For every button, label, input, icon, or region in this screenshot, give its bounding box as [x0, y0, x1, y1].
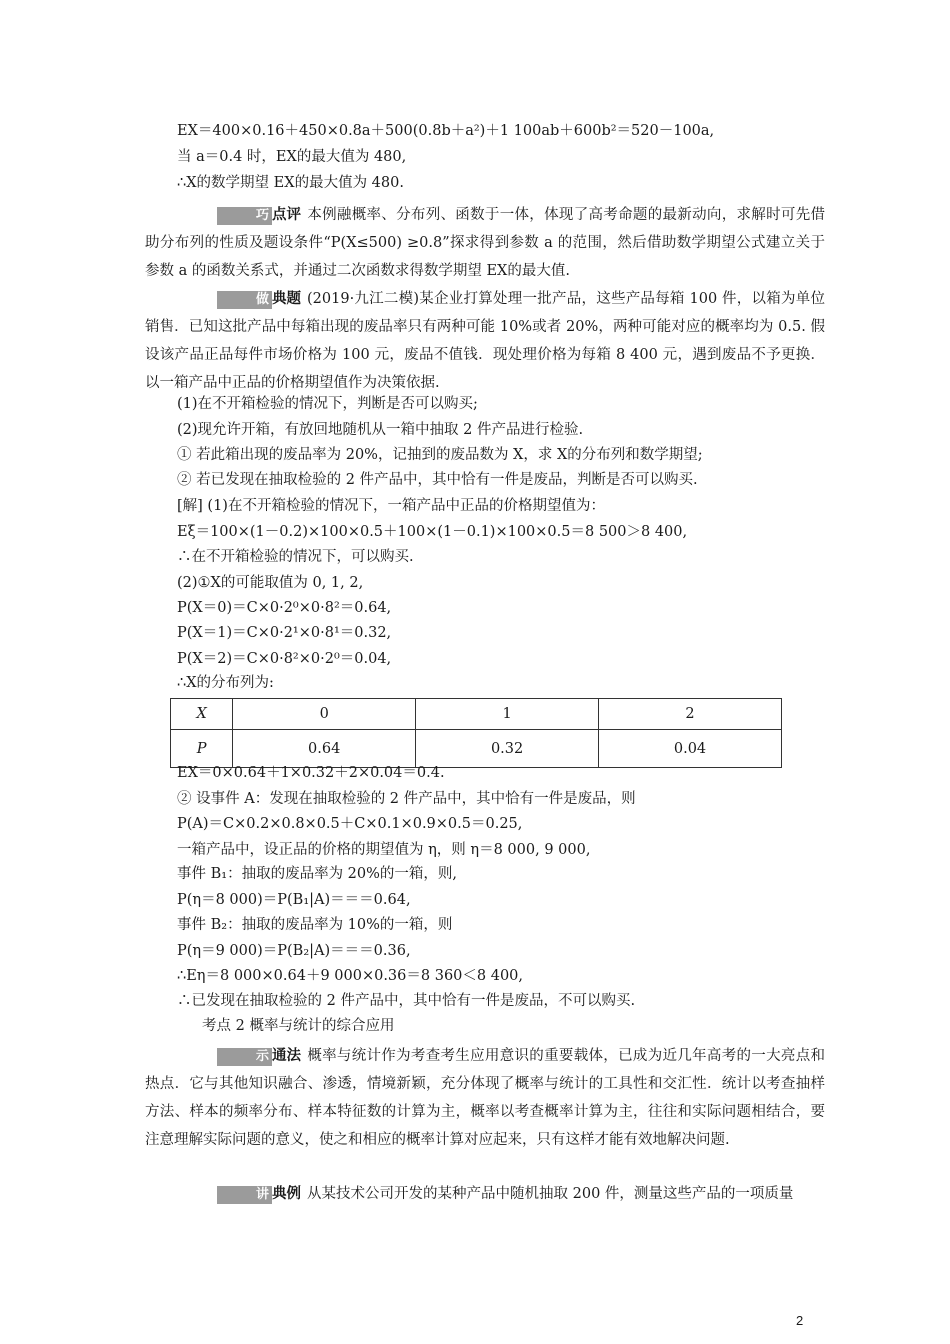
table-cell: 1 [416, 699, 599, 730]
formula-line: P(X＝1)＝C×0·2¹×0·8¹＝0.32, [177, 625, 392, 641]
table-cell: 0 [233, 699, 416, 730]
formula-line: P(X＝2)＝C×0·8²×0·2⁰＝0.04, [177, 651, 392, 667]
text-line: ② 设事件 A：发现在抽取检验的 2 件产品中，其中恰有一件是废品，则 [177, 791, 636, 807]
text-line: ① 若此箱出现的废品率为 20%，记抽到的废品数为 X，求 X的分布列和数学期望; [177, 447, 703, 463]
formula-line: P(η＝8 000)＝P(B₁|A)＝＝＝0.64, [177, 892, 411, 908]
table-cell: 0.04 [599, 730, 782, 768]
text-line: ∴X的分布列为: [177, 675, 274, 691]
distribution-table [170, 698, 782, 768]
method-paragraph: 示 通法 概率与统计作为考查考生应用意识的重要载体，已成为近几年高考的一大亮点和热点．它与其他知识融合、渗透，情境新颖，充分体现了概率与统计的工具性和交汇性．统计以考查抽样方法、样本的频率分布、样本特征数的计算为主，概率以考查概率计算为主，往往和实际问题相结合，要注意理解实际问题的意义，使之和相应的概率计算对应起来，只有这样才能有效地解决问题. [145, 1042, 825, 1154]
solution-line: [解] (1)在不开箱检验的情况下，一箱产品中正品的价格期望值为： [177, 498, 605, 514]
text-line: ∴X的数学期望 EX的最大值为 480. [177, 175, 404, 191]
table-cell: 0.64 [233, 730, 416, 768]
table-cell: 2 [599, 699, 782, 730]
table-row [171, 730, 782, 768]
comment-paragraph: 巧 点评 本例融概率、分布列、函数于一体，体现了高考命题的最新动向，求解时可先借助分布列的性质及题设条件“P(X≤500) ≥0.8”探求得到参数 a 的范围，然后借助数学期望公式建立关于参数 a 的函数关系式，并通过二次函数求得数学期望 EX的最大值. [145, 201, 825, 285]
text-line: (1)在不开箱检验的情况下，判断是否可以购买; [177, 396, 478, 412]
problem-paragraph: 做 典题 (2019·九江二模)某企业打算处理一批产品，这些产品每箱 100 件，以箱为单位销售．已知这批产品中每箱出现的废品率只有两种可能 10%或者 20%，两种可能对应的概率均为 0.5. 假设该产品正品每件市场价格为 100 元，废品不值钱．现处理价格为每箱 8 400 元，遇到废品不予更换．以一箱产品中正品的价格期望值作为决策依据. [145, 285, 825, 397]
table-cell: 0.32 [416, 730, 599, 768]
problem-tag: 做 典题 [181, 285, 301, 313]
text-line: ∴在不开箱检验的情况下，可以购买. [177, 549, 414, 565]
text-line: (2)现允许开箱，有放回地随机从一箱中抽取 2 件产品进行检验. [177, 422, 584, 438]
text-line: ∴已发现在抽取检验的 2 件产品中，其中恰有一件是废品，不可以购买. [177, 993, 636, 1009]
formula-line: P(A)＝C×0.2×0.8×0.5＋C×0.1×0.9×0.5＝0.25, [177, 816, 523, 832]
text-line: 一箱产品中，设正品的价格的期望值为 η，则 η＝8 000, 9 000, [177, 842, 591, 858]
text-line: 当 a＝0.4 时，EX的最大值为 480, [177, 149, 407, 165]
section-heading: 考点 2 概率与统计的综合应用 [202, 1018, 395, 1034]
formula-line: P(X＝0)＝C×0·2⁰×0·8²＝0.64, [177, 600, 392, 616]
table-cell: X [171, 699, 233, 730]
comment-tag: 巧 点评 [181, 201, 301, 229]
formula-line: Eξ＝100×(1－0.2)×100×0.5＋100×(1－0.1)×100×0.5＝8 500＞8 400, [177, 524, 688, 540]
formula-line: EX＝400×0.16＋450×0.8a＋500(0.8b＋a²)＋1 100ab＋600b²＝520－100a, [177, 123, 715, 139]
formula-line: ∴Eη＝8 000×0.64＋9 000×0.36＝8 360＜8 400, [177, 968, 524, 984]
table-row [171, 699, 782, 730]
example-paragraph: 讲 典例 从某技术公司开发的某种产品中随机抽取 200 件，测量这些产品的一项质量 [145, 1180, 825, 1208]
text-line: 事件 B₁：抽取的废品率为 20%的一箱，则, [177, 866, 458, 882]
page-number: 2 [796, 1313, 804, 1328]
text-line: 事件 B₂：抽取的废品率为 10%的一箱，则 [177, 917, 453, 933]
table-cell: P [171, 730, 233, 768]
formula-line: P(η＝9 000)＝P(B₂|A)＝＝＝0.36, [177, 943, 411, 959]
text-line: ② 若已发现在抽取检验的 2 件产品中，其中恰有一件是废品，判断是否可以购买. [177, 472, 698, 488]
method-tag: 示 通法 [181, 1042, 301, 1070]
formula-line: EX＝0×0.64＋1×0.32＋2×0.04＝0.4. [177, 765, 445, 781]
example-tag: 讲 典例 [181, 1180, 301, 1208]
text-line: (2)①X的可能取值为 0, 1, 2, [177, 575, 364, 591]
